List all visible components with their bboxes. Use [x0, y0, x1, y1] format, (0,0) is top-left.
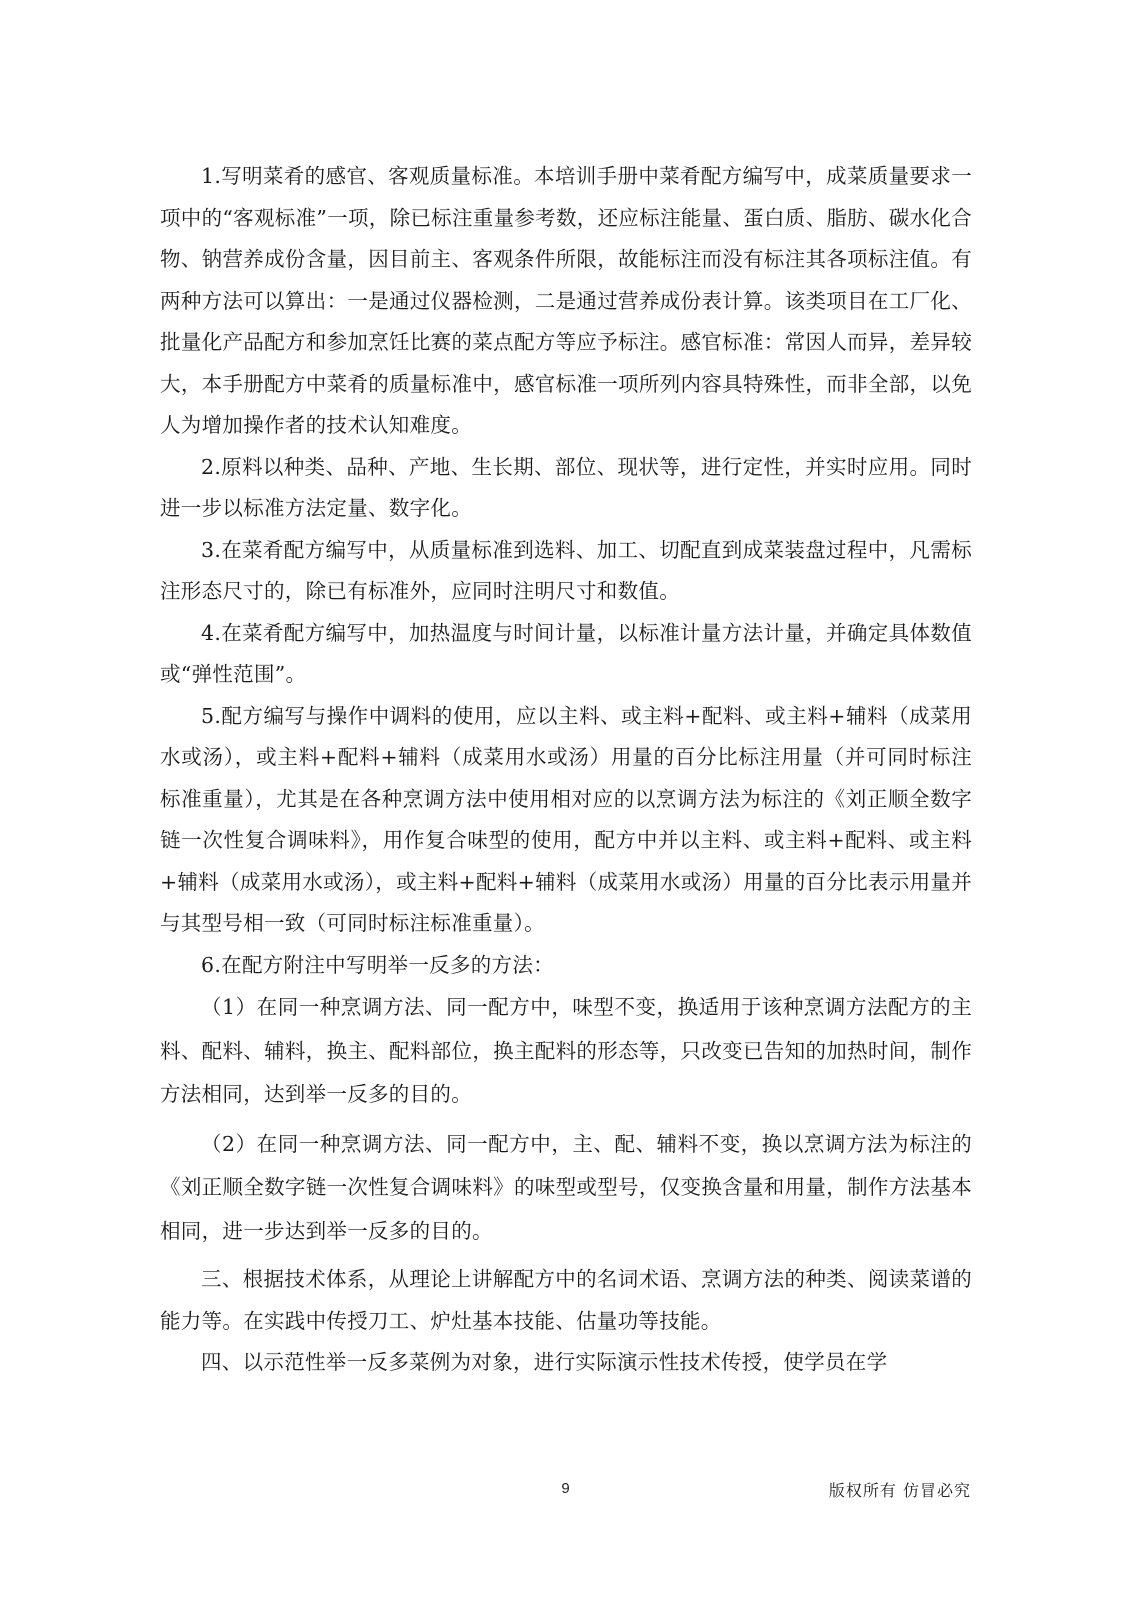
copyright-notice: 版权所有 仿冒必究	[828, 1481, 971, 1500]
subitem-1: （1）在同一种烹调方法、同一配方中，味型不变，换适用于该种烹调方法配方的主料、配料、辅料，换主、配料部位，换主配料的形态等，只改变已告知的加热时间，制作方法相同，达到举一反多的目的。	[160, 995, 972, 1106]
page-number: 9	[561, 1480, 570, 1497]
paragraph-section-three: 三、根据技术体系，从理论上讲解配方中的名词术语、烹调方法的种类、阅读菜谱的能力等。在实践中传授刀工、炉灶基本技能、估量功等技能。	[160, 1267, 972, 1333]
paragraph-annotation-method: 6.在配方附注中写明举一反多的方法：	[201, 952, 554, 977]
paragraph-seasoning: 5.配方编写与操作中调料的使用，应以主料、或主料+配料、或主料+辅料（成菜用水或汤），或主料+配料+辅料（成菜用水或汤）用量的百分比标注用量（并可同时标注标准重量），尤其是在各种烹调方法中使用相对应的以烹调方法为标注的《刘正顺全数字链一次性复合调味料》，用作复合味型的使用，配方中并以主料、或主料+配料、或主料+辅料（成菜用水或汤），或主料+配料+辅料（成菜用水或汤）用量的百分比表示用量并与其型号相一致（可同时标注标准重量）。	[160, 703, 972, 935]
paragraph-dimensions: 3.在菜肴配方编写中，从质量标准到选料、加工、切配直到成菜装盘过程中，凡需标注形态尺寸的，除已有标准外，应同时注明尺寸和数值。	[160, 537, 972, 603]
paragraph-standards: 1.写明菜肴的感官、客观质量标准。本培训手册中菜肴配方编写中，成菜质量要求一项中的“客观标准”一项，除已标注重量参考数，还应标注能量、蛋白质、脂肪、碳水化合物、钠营养成份含量，因目前主、客观条件所限，故能标注而没有标注其各项标注值。有两种方法可以算出：一是通过仪器检测，二是通过营养成份表计算。该类项目在工厂化、批量化产品配方和参加烹饪比赛的菜点配方等应予标注。感官标准：常因人而异，差异较大，本手册配方中菜肴的质量标准中，感官标准一项所列内容具特殊性，而非全部，以免人为增加操作者的技术认知难度。	[160, 164, 972, 437]
subitem-2: （2）在同一种烹调方法、同一配方中，主、配、辅料不变，换以烹调方法为标注的《刘正顺全数字链一次性复合调味料》的味型或型号，仅变换含量和用量，制作方法基本相同，进一步达到举一反多的目的。	[160, 1131, 972, 1243]
document-body	[160, 156, 972, 1384]
paragraph-ingredients: 2.原料以种类、品种、产地、生长期、部位、现状等，进行定性，并实时应用。同时进一步以标准方法定量、数字化。	[160, 454, 972, 520]
paragraph-section-four: 四、以示范性举一反多菜例为对象，进行实际演示性技术传授，使学员在学	[201, 1350, 888, 1374]
paragraph-heating: 4.在菜肴配方编写中，加热温度与时间计量，以标准计量方法计量，并确定具体数值或“弹性范围”。	[160, 620, 972, 686]
